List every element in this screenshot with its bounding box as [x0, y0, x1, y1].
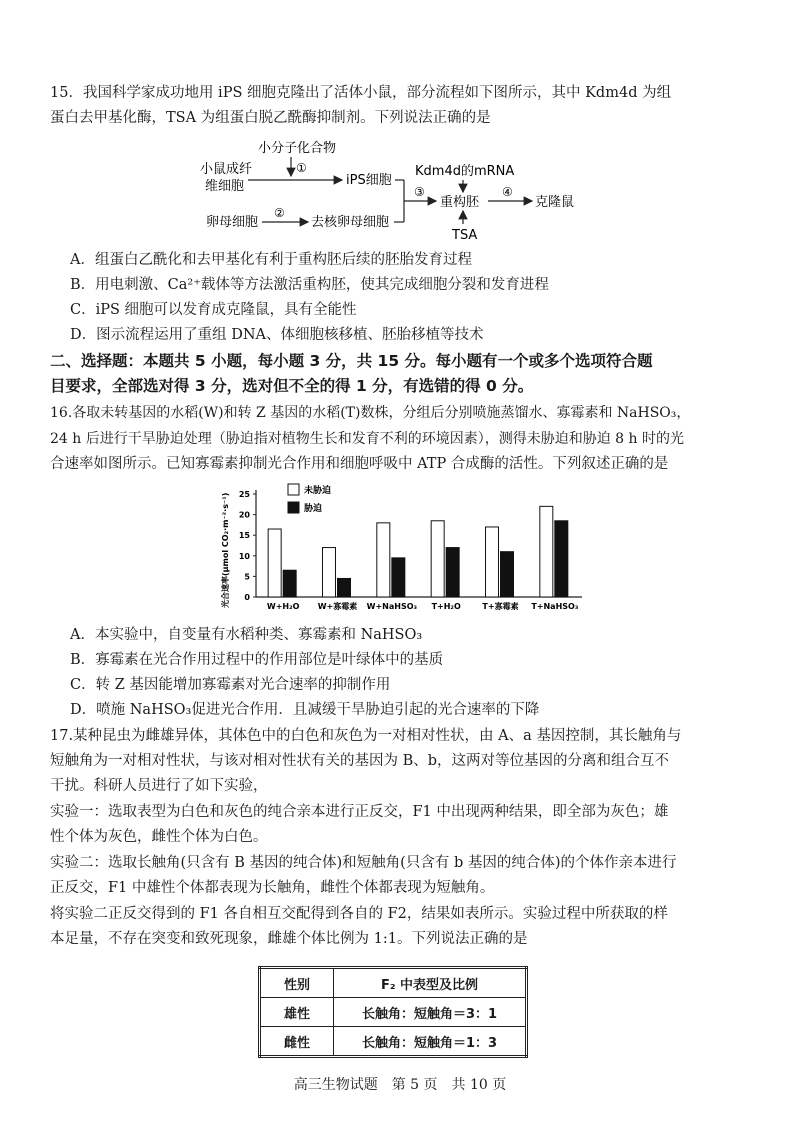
chart-y-tick-label: 20: [238, 510, 250, 520]
q15-stem-line2: 蛋白去甲基化酶，TSA 为组蛋白脱乙酰酶抑制剂。下列说法正确的是: [50, 110, 491, 126]
chart-y-tick-label: 25: [238, 490, 250, 499]
flow-fibroblast-line2: 维细胞: [205, 179, 245, 194]
table-row: [260, 998, 527, 1027]
q15-option-a: A．组蛋白乙酰化和去甲基化有利于重构胚后续的胚胎发育过程: [70, 252, 472, 268]
chart-legend: [288, 484, 331, 514]
q16-bar-chart: [210, 480, 590, 620]
chart-legend-swatch: [288, 484, 299, 495]
chart-bars: [268, 506, 568, 597]
chart-bar-stressed: [392, 558, 405, 597]
chart-bar-unstressed: [268, 529, 281, 597]
flow-clone: 克隆鼠: [535, 195, 575, 210]
chart-x-tick-label: W+H₂O: [266, 602, 300, 611]
chart-legend-swatch: [288, 502, 299, 513]
flow-step3: ③: [414, 185, 425, 199]
q17-exp1-line1: 实验一：选取表型为白色和灰色的纯合亲本进行正反交，F1 中出现两种结果，即全部为灰色；雄: [50, 804, 669, 820]
q17-results-table: [258, 966, 528, 1058]
q15-option-b: B．用电刺激、Ca²⁺载体等方法激活重构胚，使其完成细胞分裂和发育进程: [70, 277, 549, 293]
q16-option-b: B．寡霉素在光合作用过程中的作用部位是叶绿体中的基质: [70, 652, 444, 668]
flow-enucleated: 去核卵母细胞: [311, 215, 390, 230]
flow-step2: ②: [274, 206, 285, 220]
flow-kdm-mrna: Kdm4d的mRNA: [415, 164, 515, 179]
chart-bar-stressed: [446, 548, 459, 597]
chart-y-tick-label: 5: [244, 572, 250, 582]
table-header-row: [260, 968, 527, 998]
flow-small-molecule: 小分子化合物: [258, 141, 337, 156]
q17-stem-line2: 短触角为一对相对性状，与该对相对性状有关的基因为 B、b，这两对等位基因的分离和组合互不: [50, 753, 670, 769]
chart-y-axis-label: 光合速率(μmol CO₂·m⁻²·s⁻¹): [221, 492, 230, 608]
q15-stem-line1: 15．我国科学家成功地用 iPS 细胞克隆出了活体小鼠，部分流程如下图所示，其中 Kdm4d 为组: [50, 85, 672, 101]
chart-x-tick-label: T+H₂O: [431, 602, 461, 611]
chart-bar-unstressed: [431, 521, 444, 597]
table-header-result: F₂ 中表型及比例: [334, 968, 527, 998]
q17-exp2-line1: 实验二：选取长触角(只含有 B 基因的纯合体)和短触角(只含有 b 基因的纯合体)的个体作亲本进行: [50, 855, 677, 871]
q16-stem-line2: 24 h 后进行干旱胁迫处理（胁迫指对植物生长和发育不利的环境因素），测得未胁迫和胁迫 8 h 时的光: [50, 431, 685, 447]
chart-bar-stressed: [283, 570, 296, 597]
chart-x-tick-label: T+NaHSO₃: [531, 602, 579, 611]
q17-exp1-line2: 性个体为灰色，雌性个体为白色。: [50, 829, 268, 845]
chart-legend-label: 未胁迫: [304, 486, 332, 496]
flow-step4: ④: [502, 185, 513, 199]
flow-tsa: TSA: [452, 228, 478, 243]
q15-flow-diagram: [0, 135, 800, 247]
chart-bar-unstressed: [377, 523, 390, 597]
flow-step1: ①: [296, 161, 307, 175]
chart-x-labels: [267, 601, 579, 611]
q17-stem-line1: 17.某种昆虫为雌雄异体，其体色中的白色和灰色为一对相对性状，由 A、a 基因控制，其长触角与: [50, 728, 682, 744]
table-header-sex: 性别: [260, 968, 334, 998]
table-row: [260, 1027, 527, 1057]
q16-stem-line1: 16.各取未转基因的水稻(W)和转 Z 基因的水稻(T)数株，分组后分别喷施蒸馏水、寡霉素和 NaHSO₃，: [50, 405, 691, 421]
chart-bar-stressed: [555, 521, 568, 597]
q16-stem-line3: 合速率如图所示。已知寡霉素抑制光合作用和细胞呼吸中 ATP 合成酶的活性。下列叙述正确的是: [50, 456, 669, 472]
q16-option-a: A．本实验中，自变量有水稻种类、寡霉素和 NaHSO₃: [70, 627, 423, 643]
q16-option-d: D．喷施 NaHSO₃促进光合作用．且减缓干旱胁迫引起的光合速率的下降: [70, 702, 540, 718]
chart-x-tick-label: W+寡霉素: [317, 602, 358, 611]
section2-header-line2: 目要求，全部选对得 3 分，选对但不全的得 1 分，有选错的得 0 分。: [50, 377, 534, 395]
q15-option-c: C．iPS 细胞可以发育成克隆鼠，具有全能性: [70, 302, 357, 318]
chart-bar-stressed: [501, 552, 514, 597]
q16-option-c: C．转 Z 基因能增加寡霉素对光合速率的抑制作用: [70, 677, 391, 693]
chart-legend-label: 胁迫: [304, 504, 323, 514]
table-cell-sex: 雌性: [260, 1027, 334, 1057]
chart-x-tick-label: W+NaHSO₃: [366, 602, 418, 611]
q17-exp2-line2: 正反交，F1 中雄性个体都表现为长触角，雌性个体都表现为短触角。: [50, 880, 495, 896]
q17-tail-line1: 将实验二正反交得到的 F1 各自相互交配得到各自的 F2，结果如表所示。实验过程中所获取的样: [50, 906, 668, 922]
chart-x-tick-label: T+寡霉素: [482, 602, 519, 611]
q17-stem-line3: 干扰。科研人员进行了如下实验，: [50, 778, 268, 794]
chart-bar-stressed: [338, 578, 351, 597]
page-footer: 高三生物试题 第 5 页 共 10 页: [293, 1077, 507, 1093]
chart-bar-unstressed: [486, 527, 499, 597]
section2-header-line1: 二、选择题：本题共 5 小题，每小题 3 分，共 15 分。每小题有一个或多个选项符合题: [50, 352, 653, 370]
flow-oocyte: 卵母细胞: [206, 215, 259, 230]
table-cell-sex: 雄性: [260, 998, 334, 1027]
chart-y-tick-label: 15: [238, 531, 250, 541]
q17-tail-line2: 本足量，不存在突变和致死现象，雌雄个体比例为 1:1。下列说法正确的是: [50, 931, 528, 947]
q15-option-d: D．图示流程运用了重组 DNA、体细胞核移植、胚胎移植等技术: [70, 327, 484, 343]
flow-ips-cell: iPS细胞: [346, 173, 392, 188]
table-cell-result: 长触角：短触角＝3：1: [334, 998, 527, 1027]
chart-y-tick-label: 10: [238, 551, 250, 561]
chart-bar-unstressed: [540, 506, 553, 597]
chart-y-tick-label: 0: [244, 593, 250, 602]
table-cell-result: 长触角：短触角＝1：3: [334, 1027, 527, 1057]
flow-fibroblast-line1: 小鼠成纤: [200, 162, 253, 177]
chart-bar-unstressed: [323, 548, 336, 597]
flow-reconstructed: 重构胚: [440, 195, 480, 210]
